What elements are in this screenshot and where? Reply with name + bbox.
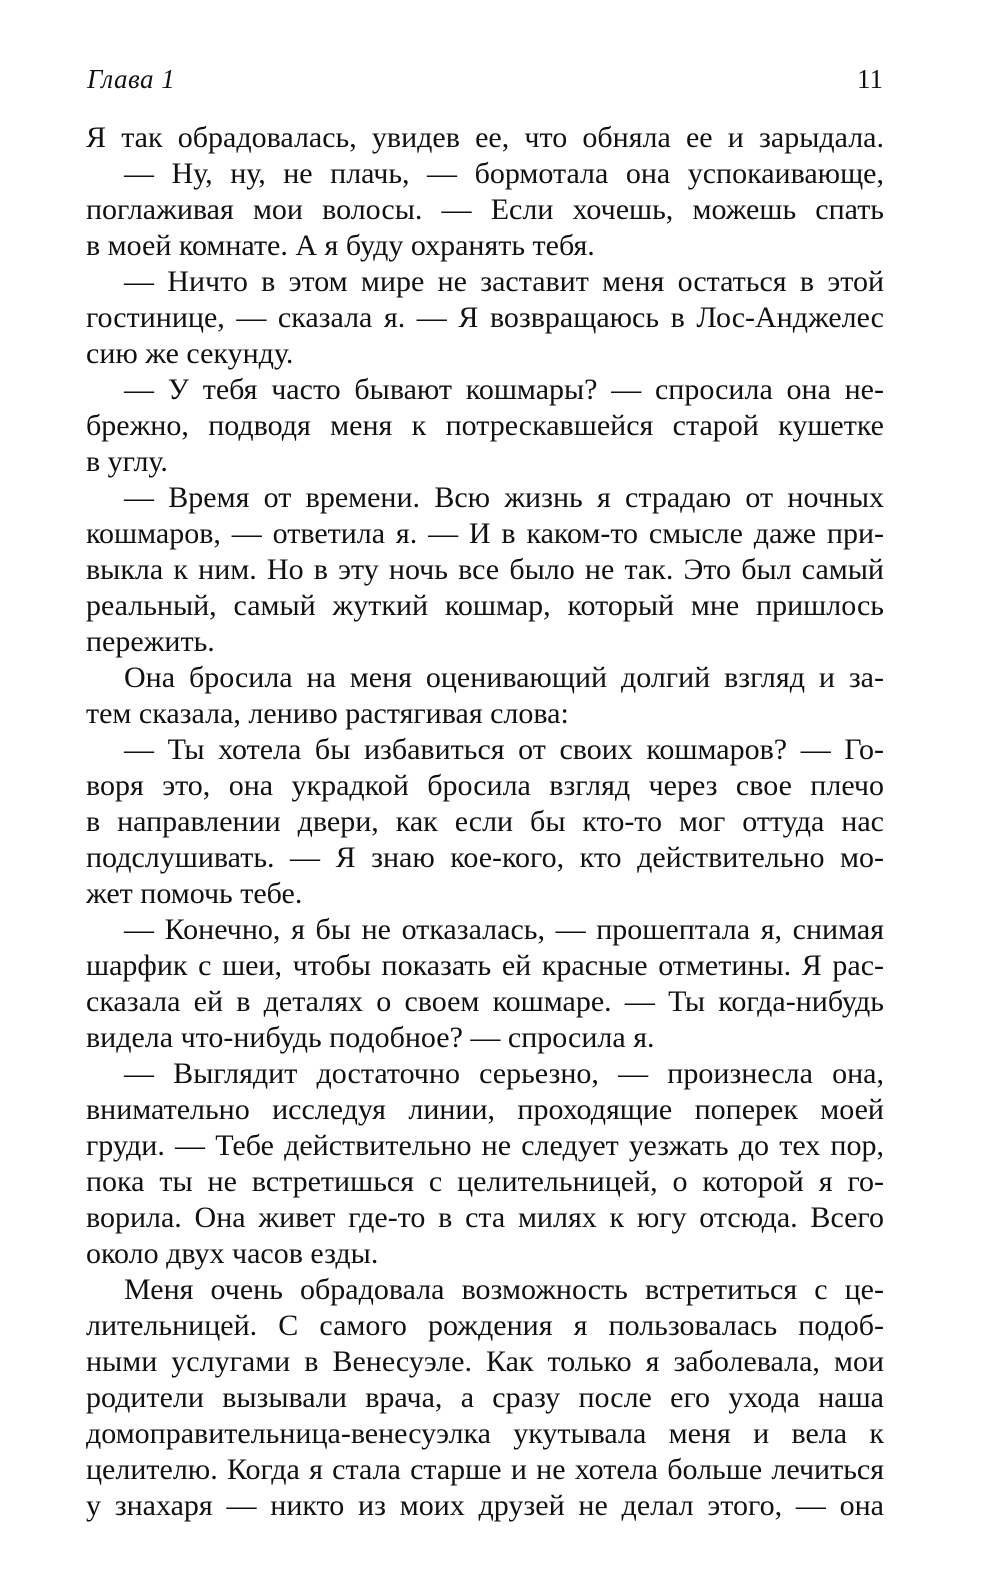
text-line: в моей комнате. А я буду охранять тебя. (86, 229, 595, 262)
text-line: — Выглядит достаточно серьезно, — произнесла она, (124, 1057, 884, 1090)
text-line: Я так обрадовалась, увидев ее, что обняла ее и зарыдала. (86, 121, 884, 154)
text-line: лительницей. С самого рождения я пользовалась подоб- (86, 1309, 884, 1342)
text-line: в направлении двери, как если бы кто-то мог оттуда нас (86, 805, 884, 838)
text-line: сказала ей в деталях о своем кошмаре. — Ты когда-нибудь (86, 985, 884, 1018)
text-line: гостинице, — сказала я. — Я возвращаюсь в Лос-Анджелес (86, 301, 884, 334)
text-line: видела что-нибудь подобное? — спросила я. (86, 1021, 655, 1054)
text-line: тем сказала, лениво растягивая слова: (86, 697, 569, 730)
text-line: кошмаров, — ответила я. — И в каком-то смысле даже при- (86, 517, 884, 550)
text-line: сию же секунду. (86, 337, 294, 370)
running-head (87, 64, 883, 100)
text-line: Она бросила на меня оценивающий долгий взгляд и за- (124, 661, 884, 694)
text-line: ными услугами в Венесуэле. Как только я заболевала, мои (86, 1345, 884, 1378)
text-line: у знахаря — никто из моих друзей не делал этого, — она (86, 1489, 884, 1522)
text-line: около двух часов езды. (86, 1237, 379, 1270)
text-line: подслушивать. — Я знаю кое-кого, кто действительно мо- (86, 841, 884, 874)
text-line: домоправительница-венесуэлка укутывала меня и вела к (86, 1417, 884, 1450)
text-line: целителю. Когда я стала старше и не хотела больше лечиться (86, 1453, 884, 1486)
text-line: — Конечно, я бы не отказалась, — прошептала я, снимая (124, 913, 884, 946)
text-line: — Ничто в этом мире не заставит меня остаться в этой (124, 265, 884, 298)
text-line: поглаживая мои волосы. — Если хочешь, можешь спать (86, 193, 884, 226)
text-line: — Время от времени. Всю жизнь я страдаю от ночных (124, 481, 884, 514)
text-line: жет помочь тебе. (86, 877, 303, 910)
text-line: родители вызывали врача, а сразу после его ухода наша (86, 1381, 884, 1414)
text-line: реальный, самый жуткий кошмар, который мне пришлось (86, 589, 884, 622)
text-line: шарфик с шеи, чтобы показать ей красные отметины. Я рас- (86, 949, 884, 982)
text-line: в углу. (86, 445, 168, 478)
text-line: ворила. Она живет где-то в ста милях к югу отсюда. Всего (86, 1201, 884, 1234)
body-text (86, 120, 884, 1524)
text-line: — Ну, ну, не плачь, — бормотала она успокаивающе, (124, 157, 884, 190)
text-line: внимательно исследуя линии, проходящие поперек моей (86, 1093, 884, 1126)
text-line: пока ты не встретишься с целительницей, о которой я го- (86, 1165, 884, 1198)
text-line: груди. — Тебе действительно не следует уезжать до тех пор, (86, 1129, 884, 1162)
page-number: 11 (857, 64, 883, 94)
text-line: — Ты хотела бы избавиться от своих кошмаров? — Го- (124, 733, 884, 766)
text-line: — У тебя часто бывают кошмары? — спросила она не- (124, 373, 884, 406)
text-line: Меня очень обрадовала возможность встретиться с це- (124, 1273, 884, 1306)
chapter-label: Глава 1 (87, 64, 176, 94)
text-line: воря это, она украдкой бросила взгляд через свое плечо (86, 769, 884, 802)
text-line: брежно, подводя меня к потрескавшейся старой кушетке (86, 409, 884, 442)
text-line: выкла к ним. Но в эту ночь все было не так. Это был самый (86, 553, 884, 586)
text-line: пережить. (86, 625, 215, 658)
